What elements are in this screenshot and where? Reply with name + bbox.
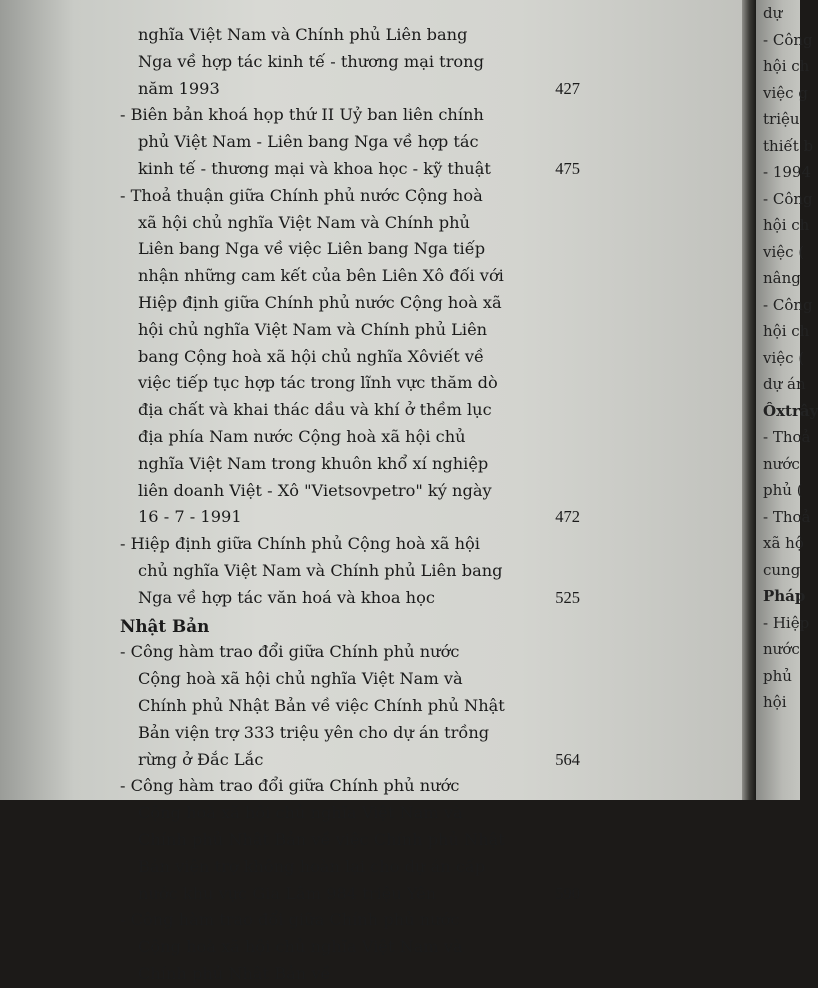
right-page-line: Pháp — [763, 587, 806, 605]
right-page-line: nâng — [763, 269, 801, 287]
toc-entry-text: - Công hàm trao đổi giữa Chính phủ nước Cộng hoà xã hội chủ nghĩa Việt Nam và Chính phủ Nhật Bản về việc Chính phủ Nhật Bản viện trợ 333 triệu yên cho dự án trồng rừng ở Đắc Lắc — [120, 642, 505, 769]
right-page-line: việc g — [763, 83, 808, 102]
toc-entry-page: 475 — [555, 158, 580, 178]
toc-entry-text: - Biên bản khoá họp thứ II Uỷ ban liên chính phủ Việt Nam - Liên bang Nga về hợp tác kinh tế - thương mại và khoa học - kỹ thuật — [120, 105, 491, 178]
right-page-line: - Thoả — [763, 428, 811, 446]
toc-entry-page: 564 — [555, 749, 580, 769]
toc-entry-text: - Công hàm trao đổi giữa Chính phủ nước Cộng hoà xã hội chủ nghĩa Việt Nam và Chính phủ Nhật Bản về việc Chính phủ Nhật Bản viện trợ không hoàn lại cho dự án cấp nước khu vực Gia Lâm 984 triệu Yên — [120, 776, 505, 903]
section-heading: Nhật Bản — [120, 615, 210, 636]
toc-entry — [120, 907, 576, 987]
right-page-line: dự án — [763, 375, 806, 393]
right-page-line: - 1994 — [763, 163, 812, 181]
toc-entry-text: - Thoả thuận giữa Chính phủ nước Cộng hoà xã hội chủ nghĩa Việt Nam và Chính phủ Liên bang Nga về việc Liên bang Nga tiếp nhận những cam kết của bên Liên Xô đối với Hiệp định giữa Chính phủ nước Cộng hoà xã hội chủ nghĩa Việt Nam và Chính phủ Liên bang Cộng hoà xã hội chủ nghĩa Xôviết về việc tiếp tục hợp tác trong lĩnh vực thăm dò địa chất và khai thác dầu và khí ở thềm lục địa phía Nam nước Cộng hoà xã hội chủ nghĩa Việt Nam trong khuôn khổ xí nghiệp liên doanh Việt - Xô "Vietsovpetro" ký ngày 16 - 7 - 1991 — [120, 185, 504, 527]
right-page-line: phủ — [763, 666, 792, 685]
table-of-contents — [120, 22, 580, 988]
toc-entry — [120, 183, 580, 531]
toc-entry — [120, 102, 580, 182]
right-page-line: việc ( — [763, 348, 805, 367]
right-page-line: thiết b — [763, 136, 814, 155]
toc-entry-page: 427 — [555, 78, 580, 98]
right-page-line: nước — [763, 454, 800, 473]
right-page-line: Ôxtrây — [763, 401, 818, 420]
right-page-line: - Thoả — [763, 507, 811, 526]
toc-entry-text: - Công hàm trao đổi giữa Chính phủ nước Cộng hoà xã hội chủ nghĩa Việt Nam và Chính phủ Nhật Bản về — [120, 910, 463, 983]
right-page-line: - Công — [763, 30, 813, 49]
right-page-line: nước — [763, 640, 800, 658]
toc-entry-text: nghĩa Việt Nam và Chính phủ Liên bang Nga về hợp tác kinh tế - thương mại trong năm 1993 — [138, 25, 484, 98]
toc-entry-page: 472 — [555, 507, 580, 527]
right-page-line: việc ( — [763, 242, 805, 261]
toc-entry — [120, 639, 580, 773]
toc-entry — [120, 773, 580, 907]
right-page-line: - Công — [763, 295, 813, 314]
right-page-line: hội — [763, 693, 787, 711]
right-page-line: - Công — [763, 189, 813, 208]
right-page-line: hội ch — [763, 322, 810, 340]
toc-entry-text: - Hiệp định giữa Chính phủ Cộng hoà xã hội chủ nghĩa Việt Nam và Chính phủ Liên bang Nga về hợp tác văn hoá và khoa học — [120, 534, 503, 607]
right-page-line: triệu — [763, 110, 800, 128]
book-gutter — [742, 0, 756, 800]
toc-entry-page: 525 — [555, 587, 580, 607]
right-page-line: hội ch — [763, 57, 810, 75]
toc-entry — [120, 22, 580, 102]
right-page-line: hội ch — [763, 216, 810, 234]
right-page-line: phủ ( — [763, 481, 803, 499]
right-page-line: xã hộ — [763, 534, 804, 552]
toc-entry-page: 590 — [555, 883, 580, 903]
right-page-line: cung — [763, 560, 801, 579]
toc-entry — [120, 531, 580, 611]
right-page-line: - Hiệp — [763, 613, 810, 632]
right-page-text — [763, 0, 818, 716]
right-page-line: dự — [763, 4, 783, 22]
